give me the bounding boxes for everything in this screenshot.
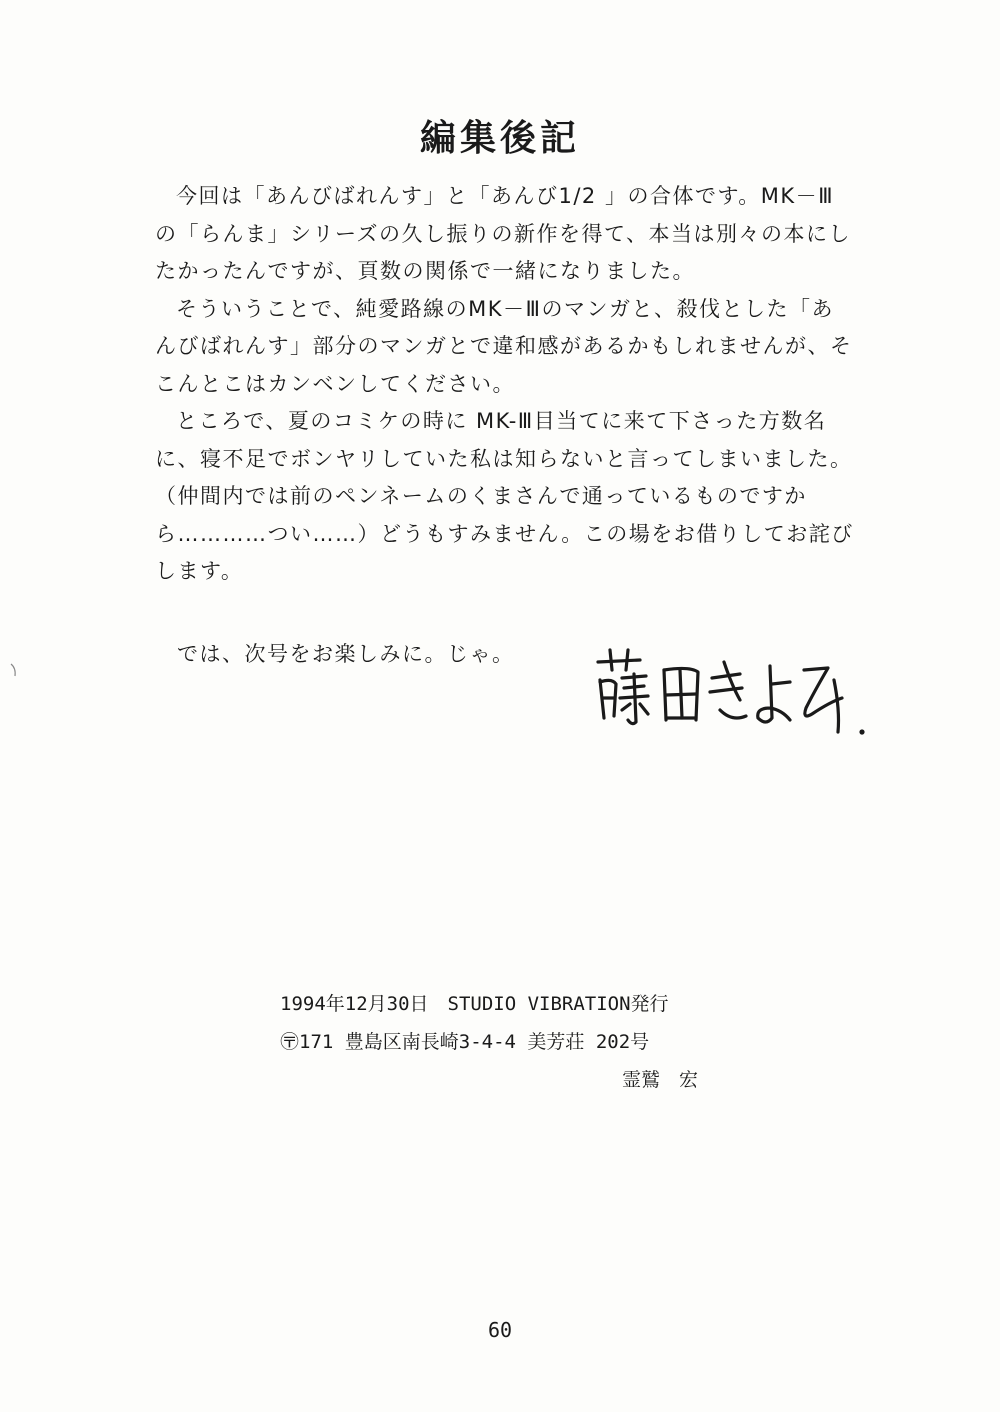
publisher-address: 〶171 豊島区南長崎3-4-4 美芳荘 202号 [280, 1031, 650, 1053]
page-number: 60 [487, 1318, 513, 1342]
closing-line: では、次号をお楽しみに。じゃ。 [177, 642, 515, 666]
afterword-body [155, 178, 855, 591]
publisher-author: 霊鷲 宏 [621, 1069, 698, 1091]
paper-speck-mark [10, 662, 18, 678]
paragraph-2: そういうことで、純愛路線のMK－Ⅲのマンガと、殺伐とした「あんびばれんす」部分のマンガとで違和感があるかもしれませんが、そこんとこはカンベンしてください。 [155, 296, 853, 396]
paragraph-1: 今回は「あんびばれんす」と「あんび1/2 」の合体です。MK－Ⅲの「らんま」シリーズの久し振りの新作を得て、本当は別々の本にしたかったんですが、頁数の関係で一緒になりました。 [155, 184, 852, 283]
colophon [280, 985, 700, 1099]
handwritten-signature [590, 640, 870, 740]
page-title: 編集後記 [419, 118, 580, 159]
publish-date-publisher: 1994年12月30日 STUDIO VIBRATION発行 [280, 993, 669, 1015]
paragraph-3: ところで、夏のコミケの時に MK-Ⅲ目当てに来て下さった方数名に、寝不足でボンヤリしていた私は知らないと言ってしまいました。（仲間内では前のペンネームのくまさんで通っているものですから…………つい……）どうもすみません。この場をお借りしてお詫びします。 [155, 409, 854, 583]
